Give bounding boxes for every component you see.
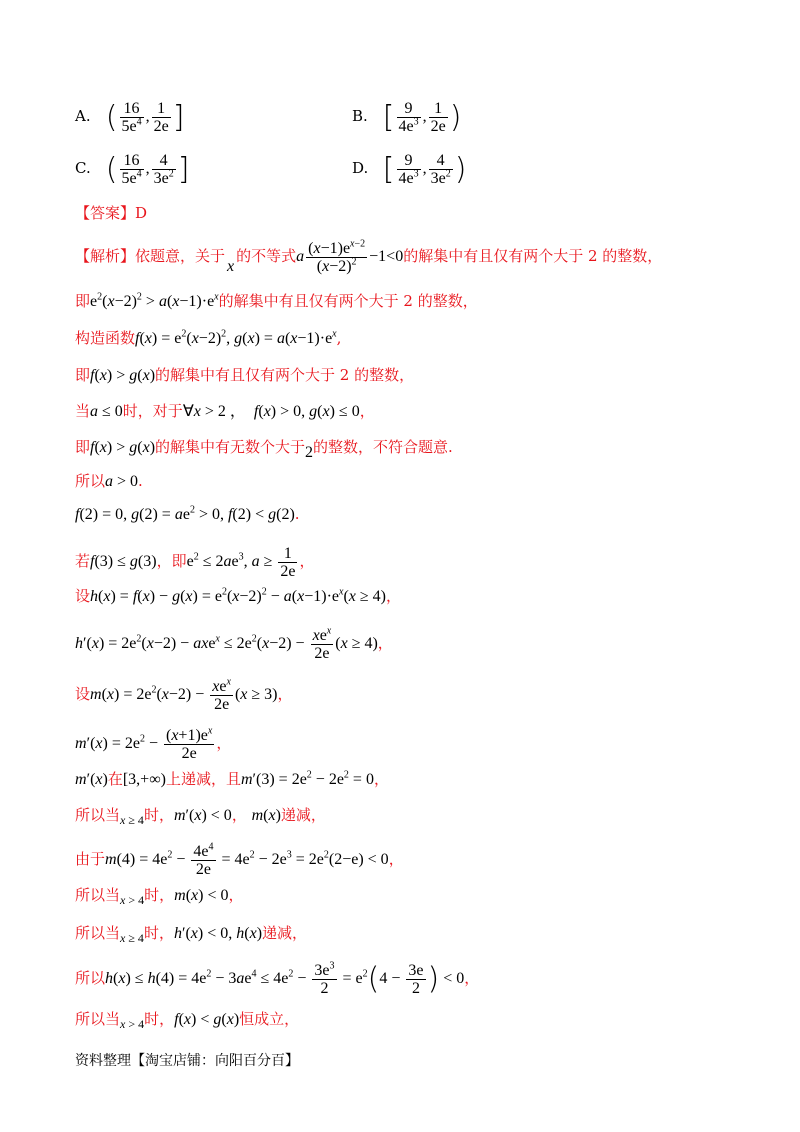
math-2: $e^2(x-2)^2 > a(x-1)\cdot e^x$ bbox=[90, 291, 219, 310]
math-15b: m′(x) < 0 bbox=[173, 807, 232, 824]
math-4: f(x) > g(x) bbox=[90, 367, 156, 384]
math-13: $m'(x) = 2e^2$ − $\frac{(x+1)e^x}{2e}$ bbox=[75, 725, 213, 762]
text: 所以当 bbox=[75, 1010, 121, 1028]
answer-value: D bbox=[135, 204, 148, 222]
solution-tag: 【解析】 bbox=[75, 247, 136, 266]
option-d-label: D. bbox=[352, 159, 369, 178]
text: 构造函数 bbox=[75, 329, 136, 347]
solution-line-18 bbox=[75, 922, 307, 945]
text: ，即 bbox=[156, 552, 187, 571]
text: 所以当 bbox=[75, 886, 121, 904]
math-14a: m′(x) bbox=[75, 771, 108, 788]
answer-line bbox=[75, 202, 147, 224]
text: 所以 bbox=[75, 472, 106, 490]
text: 恒成立， bbox=[239, 1010, 300, 1028]
text: 在 bbox=[107, 770, 123, 788]
math-19: $h(x) \le h(4) = 4e^2 - 3ae^4 \le 4e^2$ − $\frac{3e^3}{2}$ = $e^2(4$ − $\frac{3e}{2}$ ) < 0 bbox=[105, 960, 465, 997]
math-6: f(x) > g(x) bbox=[90, 439, 156, 456]
var-x: x bbox=[227, 258, 235, 276]
option-b-label: B. bbox=[352, 107, 368, 126]
text: 时， bbox=[144, 886, 175, 904]
text: 时， bbox=[143, 924, 174, 942]
text: 递减， bbox=[280, 806, 326, 824]
footer-note: 资料整理【淘宝店铺：向阳百分百】 bbox=[75, 1053, 299, 1069]
option-a-label: A. bbox=[75, 107, 91, 126]
solution-line-2 bbox=[75, 290, 478, 313]
math-14c: $m'(3) = 2e^2 - 2e^2 = 0$ bbox=[240, 769, 374, 788]
text: 时，对于 bbox=[122, 402, 183, 420]
text: 即 bbox=[75, 292, 91, 310]
solution-line-19: 所以$h(x) \le h(4) = 4e^2 - 3ae^4 \le 4e^2$ − $\frac{3e^3}{2}$ = $e^2(4$ − $\frac{3e}{2}$ ) < 0， bbox=[75, 960, 480, 997]
solution-line-10: 设$h(x) = f(x) - g(x) = e^2(x-2)^2 - a(x-1)\cdot e^x(x \ge 4)$， bbox=[75, 586, 402, 605]
solution-line-16: 由于$m(4) = 4e^2$ − $\frac{4e^4}{2e}$ = $4e^2 - 2e^3 = 2e^2(2-e) < 0$， bbox=[75, 841, 404, 878]
math-8: f(2) = 0, $g(2) = ae^2 > 0$, f(2) < g(2) bbox=[75, 504, 295, 523]
math-16: $m(4) = 4e^2$ − $\frac{4e^4}{2e}$ = $4e^2 - 2e^3 = 2e^2(2-e) < 0$ bbox=[105, 841, 389, 878]
answer-tag: 【答案】 bbox=[75, 204, 136, 222]
math-9b: $e^2 \le 2ae^3$, a ≥ $\frac{1}{2e}$ bbox=[186, 545, 296, 580]
text: 的解集中有且仅有两个大于 2 的整数， bbox=[155, 366, 415, 384]
math-20b: f(x) < g(x) bbox=[174, 1011, 240, 1028]
option-d bbox=[352, 152, 466, 187]
text: 的解集中有且仅有两个大于 2 的整数， bbox=[218, 292, 478, 310]
text: 所以 bbox=[75, 969, 106, 988]
solution-line-1 bbox=[75, 240, 662, 275]
solution-line-3: 构造函数$f(x) = e^2(x-2)^2$, $g(x) = a(x-1)\cdot e^x$, bbox=[75, 328, 342, 347]
text: 的解集中有无数个大于 bbox=[155, 438, 306, 456]
option-a-math: ( $\frac{16}{5e^4}$ , $\frac{1}{2e}$ ] bbox=[105, 100, 185, 135]
text: 若 bbox=[75, 552, 91, 571]
math-12: $m(x) = 2e^2(x-2)$ − $\frac{xe^x}{2e}$ (x ≥ 3) bbox=[90, 676, 278, 713]
math-5a: a ≤ 0 bbox=[90, 403, 123, 420]
solution-line-11: $h'(x) = 2e^2(x-2) - axe^x \le 2e^2(x-2)$ − $\frac{xe^x}{2e}$ (x ≥ 4)， bbox=[75, 625, 393, 662]
text: 由于 bbox=[75, 850, 106, 869]
text: 时， bbox=[144, 1010, 175, 1028]
text: 即 bbox=[75, 438, 91, 456]
text: 设 bbox=[75, 587, 91, 605]
text: 的整数，不符合题意. bbox=[313, 438, 453, 456]
text: 所以当 bbox=[75, 806, 121, 824]
math-3: $f(x) = e^2(x-2)^2$, $g(x) = a(x-1)\cdot e^x$ bbox=[135, 328, 337, 347]
solution-line-12: 设$m(x) = 2e^2(x-2)$ − $\frac{xe^x}{2e}$ (x ≥ 3)， bbox=[75, 676, 293, 713]
text: 递减， bbox=[262, 924, 308, 942]
text: 上递减，且 bbox=[165, 770, 241, 788]
math-20a: x > 4 bbox=[120, 1017, 145, 1031]
solution-line-8: f(2) = 0, $g(2) = ae^2 > 0$, f(2) < g(2). bbox=[75, 504, 300, 523]
option-c-math: ( $\frac{16}{5e^4}$ , $\frac{4}{3e^2}$ ] bbox=[105, 152, 190, 187]
solution-line-6 bbox=[75, 436, 453, 459]
solution-line-4 bbox=[75, 364, 414, 387]
solution-line-13: $m'(x) = 2e^2$ − $\frac{(x+1)e^x}{2e}$ ， bbox=[75, 725, 232, 762]
solution-line-20 bbox=[75, 1008, 299, 1031]
math-15a: x ≥ 4 bbox=[120, 813, 144, 827]
option-d-math: [ $\frac{9}{4e^3}$ , $\frac{4}{3e^2}$ ) bbox=[382, 152, 467, 187]
solution-line-5: 当a ≤ 0时，对于∀x > 2 ， f(x) > 0, g(x) ≤ 0， bbox=[75, 402, 375, 420]
math-17a: x > 4 bbox=[120, 893, 145, 907]
math-11: $h'(x) = 2e^2(x-2) - axe^x \le 2e^2(x-2)$ − $\frac{xe^x}{2e}$ (x ≥ 4) bbox=[75, 625, 378, 662]
option-c-label: C. bbox=[75, 159, 91, 178]
math-9a: f(3) ≤ g(3) bbox=[90, 553, 157, 571]
text: 的不等式 bbox=[236, 247, 297, 266]
math-18b: h′(x) < 0, h(x) bbox=[173, 925, 263, 942]
math-18a: x ≥ 4 bbox=[120, 931, 144, 945]
text: 时， bbox=[143, 806, 174, 824]
text: 即 bbox=[75, 366, 91, 384]
solution-line-7: 所以a > 0. bbox=[75, 472, 143, 490]
number-2: 2 bbox=[305, 444, 314, 461]
math-7: a > 0 bbox=[105, 473, 139, 490]
text: 当 bbox=[75, 402, 91, 420]
solution-line-17: 所以当$_{x > 4}$时，m(x) < 0， bbox=[75, 886, 244, 907]
text: 依题意，关于 bbox=[135, 247, 226, 266]
math-15c: m(x) bbox=[251, 807, 281, 824]
text: 的解集中有且仅有两个大于 2 的整数， bbox=[403, 247, 663, 266]
solution-line-9: 若f(3) ≤ g(3)，即$e^2 \le 2ae^3$, a ≥ $\frac{1}{2e}$ ， bbox=[75, 545, 315, 580]
math-5b: ∀x > 2 ， f(x) > 0, g(x) ≤ 0 bbox=[182, 403, 360, 420]
math-10: $h(x) = f(x) - g(x) = e^2(x-2)^2 - a(x-1)\cdot e^x(x \ge 4)$ bbox=[90, 586, 386, 605]
text: 所以当 bbox=[75, 924, 121, 942]
option-b bbox=[352, 100, 461, 135]
text: 设 bbox=[75, 685, 91, 704]
math-14b: [3,+∞) bbox=[122, 771, 166, 788]
inequality-1: a $\frac{(x-1)e^{x-2}}{(x-2)^2}$ −1<0 bbox=[296, 238, 404, 275]
option-a bbox=[75, 100, 184, 135]
solution-line-14: m′(x)在[3,+∞)上递减，且$m'(3) = 2e^2 - 2e^2 = 0$， bbox=[75, 769, 389, 788]
option-b-math: [ $\frac{9}{4e^3}$ , $\frac{1}{2e}$ ) bbox=[382, 100, 462, 135]
solution-line-15: 所以当$_{x \ge 4}$时，m′(x) < 0， m(x)递减， bbox=[75, 806, 326, 827]
option-c bbox=[75, 152, 189, 187]
math-17b: m(x) < 0 bbox=[174, 887, 229, 904]
